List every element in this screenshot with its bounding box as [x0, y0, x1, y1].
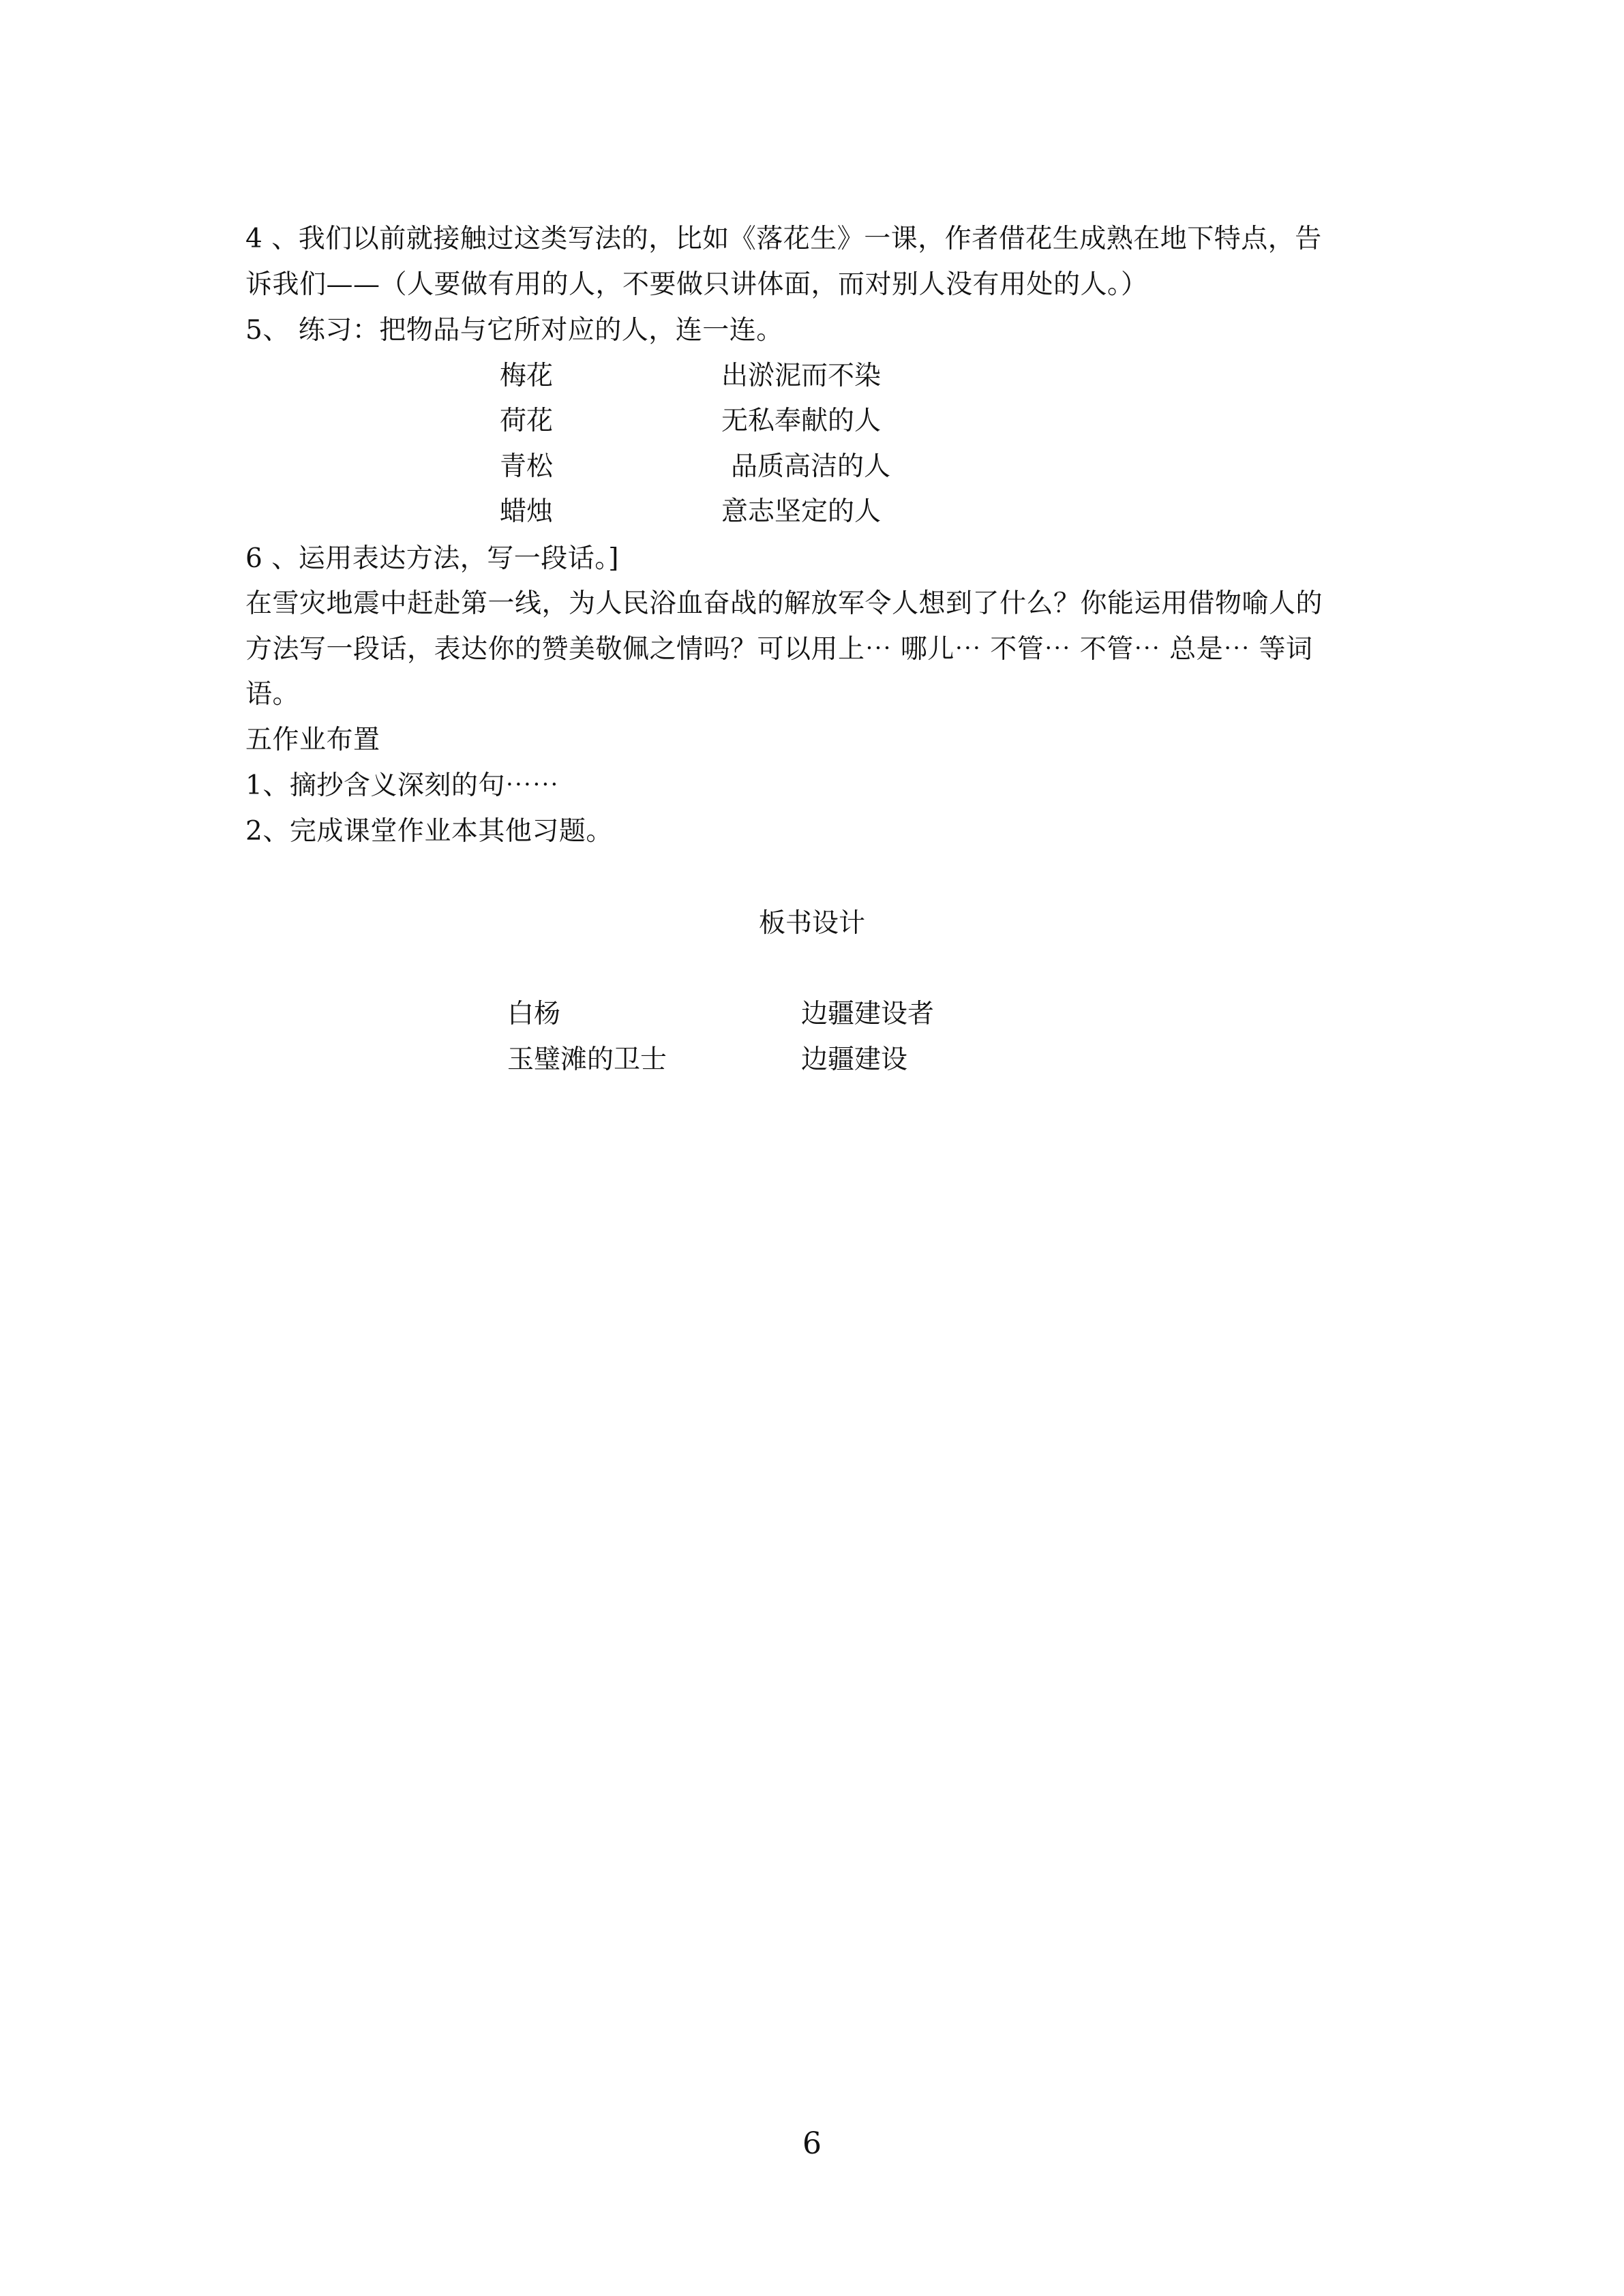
matching-item-right: 出淤泥而不染	[721, 361, 882, 391]
board-item-left: 白杨	[507, 999, 561, 1029]
matching-item-left: 梅花	[500, 361, 554, 391]
paragraph-line-1: 在雪灾地震中赶赴第一线，为人民浴血奋战的解放军令人想到了什么？你能运用借物喻人的	[245, 588, 1323, 619]
paragraph-line-2: 方法写一段话，表达你的赞美敬佩之情吗？可以用上⋯ 哪儿⋯ 不管⋯ 不管⋯ 总是⋯ 等词	[245, 634, 1313, 665]
board-design-title: 板书设计	[758, 908, 865, 939]
homework-item-2: 2、完成课堂作业本其他习题。	[245, 816, 613, 847]
matching-item-left: 蜡烛	[500, 496, 554, 527]
paragraph-line-3: 语。	[245, 679, 300, 710]
item-4-line-2: 诉我们——（人要做有用的人，不要做只讲体面，而对别人没有用处的人。）	[245, 269, 1148, 300]
homework-item-1: 1、摘抄含义深刻的句⋯⋯	[245, 770, 559, 801]
board-item-left: 玉璧滩的卫士	[507, 1044, 667, 1075]
item-5-exercise: 5、 练习：把物品与它所对应的人，连一连。	[245, 315, 783, 346]
matching-item-right: 无私奉献的人	[721, 406, 882, 436]
matching-item-right: 意志坚定的人	[721, 496, 882, 527]
homework-heading: 五作业布置	[245, 725, 380, 755]
board-item-right: 边疆建设者	[801, 999, 935, 1029]
item-6-heading: 6 、运用表达方法，写一段话。]	[245, 543, 619, 574]
item-4-line-1: 4 、我们以前就接触过这类写法的，比如《落花生》一课，作者借花生成熟在地下特点，告	[245, 224, 1322, 254]
matching-item-left: 青松	[500, 451, 554, 482]
matching-item-left: 荷花	[500, 406, 554, 436]
matching-item-right: 品质高洁的人	[731, 451, 891, 482]
board-item-right: 边疆建设	[801, 1044, 908, 1075]
page-number: 6	[802, 2126, 822, 2161]
